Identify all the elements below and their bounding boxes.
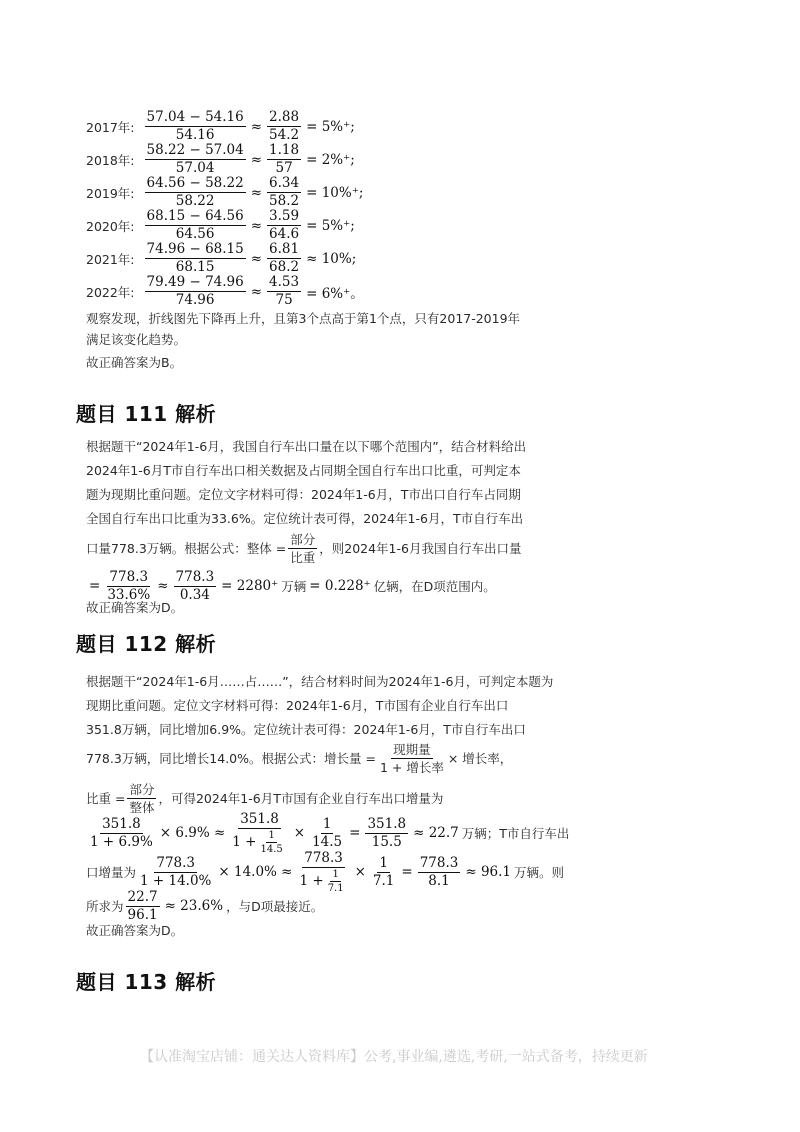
q111-line-1: 根据题干“2024年1-6月，我国自行车出口量在以下哪个范围内”，结合材料给出 [86, 439, 527, 454]
fraction-denominator: 64.56 [175, 226, 215, 242]
fraction-denominator: 57.04 [175, 160, 215, 176]
fraction-denominator: 64.6 [269, 226, 300, 242]
fraction-numerator: 1.18 [269, 142, 300, 158]
year-label: 2020年: [86, 218, 135, 234]
fraction-denominator: 1 + 6.9% [90, 833, 153, 850]
result-1: = 2280⁺ [221, 578, 279, 594]
lead-text: 所求为 [86, 899, 124, 914]
fraction-denominator: 14.5 [260, 843, 283, 855]
q111-line-2: 2024年1-6月T市自行车出口相关数据及占同期全国自行车出口比重，可判定本 [86, 463, 521, 478]
fraction-denominator: 57 [275, 160, 293, 176]
fraction-denominator: 58.22 [175, 193, 215, 209]
operator: × [293, 825, 306, 841]
fraction-denominator: 33.6% [107, 586, 151, 603]
fraction-numerator: 778.3 [419, 854, 459, 871]
approx-sign: ≈ [250, 118, 263, 135]
result-2: = 0.228⁺ [309, 578, 371, 594]
equals-sign: = [89, 578, 101, 594]
fraction-denominator: 68.15 [175, 259, 215, 275]
fraction-numerator: 351.8 [240, 810, 279, 827]
observation-line-2: 满足该变化趋势。 [86, 332, 187, 347]
fraction-numerator: 4.53 [269, 274, 300, 290]
fraction-2 [174, 570, 217, 603]
approx-sign: ≈ [250, 250, 263, 267]
fraction [371, 856, 396, 889]
fraction-denominator: 15.5 [371, 833, 402, 850]
approx-sign: ≈ [250, 151, 263, 168]
growth-formula-fraction [378, 742, 446, 775]
q112-title: 题目 112 解析 [76, 632, 217, 656]
fraction [267, 110, 301, 143]
q111-answer: 故正确答案为D。 [86, 600, 184, 615]
fraction [145, 242, 246, 275]
fraction-numerator: 58.22 − 57.04 [146, 142, 244, 158]
q112-line-4 [86, 738, 512, 778]
fraction [230, 812, 288, 855]
fraction-numerator: 68.15 − 64.56 [146, 208, 244, 224]
year-label: 2021年: [86, 251, 135, 267]
fraction-numerator: 778.3 [175, 568, 215, 585]
approx-sign: ≈ [250, 184, 263, 201]
q113-title: 题目 113 解析 [76, 970, 217, 994]
unit-1: 万辆 [281, 579, 307, 594]
approx-sign: ≈ [157, 578, 169, 594]
fraction [310, 817, 344, 850]
fraction-numerator: 6.34 [269, 175, 300, 191]
growth-calc-row [86, 242, 546, 275]
operator: × [354, 864, 366, 880]
q111-line-5-text: 口量778.3万辆。根据公式：整体 = [86, 541, 287, 556]
small-fraction [326, 869, 346, 894]
unit-2: 亿辆，在D项范围内。 [373, 579, 496, 594]
result: = 6%⁺。 [306, 285, 364, 302]
fraction-denominator: 7.1 [372, 872, 395, 889]
result: = 2%⁺; [306, 151, 355, 168]
denominator-prefix: 1 + [232, 833, 257, 850]
fraction-numerator: 79.49 − 74.96 [146, 274, 244, 290]
fraction [138, 856, 213, 889]
unit-text: 万辆。则 [514, 865, 565, 880]
fraction [267, 176, 301, 209]
fraction-denominator: 74.96 [175, 292, 215, 308]
fraction-denominator: 68.2 [269, 259, 300, 275]
q111-line-5-tail: ，则2024年1-6月我国自行车出口量 [319, 541, 522, 556]
fraction-numerator: 2.88 [269, 109, 300, 125]
q112-line-1: 根据题干“2024年1-6月……占……”，结合材料时间为2024年1-6月，可判定本题为 [86, 674, 554, 689]
fraction [145, 209, 246, 242]
fraction-numerator: 1 [332, 868, 339, 880]
tail-text: ，与D项最接近。 [226, 899, 324, 914]
q112-line-4-text: 778.3万辆，同比增长14.0%。根据公式：增长量 = [86, 751, 376, 766]
operator: = [349, 825, 361, 841]
fraction-denominator: 54.2 [269, 127, 300, 143]
approx-sign: ≈ [250, 283, 263, 300]
growth-calc-row [86, 275, 546, 308]
operator: × 14.0% ≈ [218, 864, 293, 880]
fraction-numerator: 22.7 [127, 888, 158, 905]
fraction [365, 817, 408, 850]
fraction-numerator: 3.59 [269, 208, 300, 224]
fraction-denominator: 8.1 [428, 872, 450, 889]
fraction [145, 176, 246, 209]
fraction-numerator: 351.8 [102, 815, 141, 832]
fraction [145, 110, 246, 143]
year-label: 2022年: [86, 284, 135, 300]
q112-equation-1 [86, 811, 569, 855]
fraction-numerator: 部分 [290, 531, 316, 547]
q112-line-3: 351.8万辆，同比增加6.9%。定位统计表可得：2024年1-6月，T市自行车出口 [86, 722, 526, 737]
result: = 10%⁺; [306, 184, 364, 201]
result: ≈ 23.6% [164, 898, 224, 914]
fraction-numerator: 1 [379, 854, 388, 871]
fraction-numerator: 57.04 − 54.16 [146, 109, 244, 125]
fraction-numerator: 64.56 − 58.22 [146, 175, 244, 191]
fraction [267, 143, 301, 176]
fraction [267, 242, 301, 275]
fraction-numerator: 6.81 [269, 241, 300, 257]
ratio-formula-fraction [127, 782, 156, 815]
fraction-numerator: 74.96 − 68.15 [146, 241, 244, 257]
result: ≈ 22.7 [413, 825, 459, 841]
observation-line-1: 观察发现，折线图先下降再上升，且第3个点高于第1个点，只有2017-2019年 [86, 311, 521, 326]
result: = 5%⁺; [306, 118, 355, 135]
fraction-denominator: 1 + 增长率 [379, 759, 444, 775]
q112-line-5-text: 比重 = [86, 791, 126, 806]
year-label: 2017年: [86, 119, 135, 135]
whole-formula-fraction [288, 532, 317, 565]
q111-line-5 [86, 528, 521, 568]
growth-calc-row [86, 209, 546, 242]
fraction-1 [105, 570, 152, 603]
growth-calc-list [86, 110, 546, 308]
year-label: 2018年: [86, 152, 135, 168]
fraction-denominator: 58.2 [269, 193, 300, 209]
q111-title: 题目 111 解析 [76, 402, 217, 426]
fraction-denominator: 14.5 [312, 833, 343, 850]
q112-line-5-tail: ，可得2024年1-6月T市国有企业自行车出口增量为 [158, 791, 444, 806]
fraction [88, 817, 155, 850]
fraction-numerator: 现期量 [393, 741, 431, 757]
fraction [145, 275, 246, 308]
q112-line-2: 现期比重问题。定位文字材料可得：2024年1-6月，T市国有企业自行车出口 [86, 698, 509, 713]
denominator-prefix: 1 + [299, 872, 324, 889]
fraction-denominator: 0.34 [179, 586, 210, 603]
fraction-denominator: 7.1 [327, 882, 344, 894]
result: ≈ 10%; [306, 250, 357, 267]
fraction-numerator: 1 [268, 829, 275, 841]
fraction [267, 275, 301, 308]
fraction-numerator: 1 [322, 815, 332, 832]
q112-equation-3 [86, 886, 323, 926]
growth-calc-row [86, 176, 546, 209]
answer-b: 故正确答案为B。 [86, 355, 183, 370]
result: = 5%⁺; [306, 217, 355, 234]
fraction-numerator: 778.3 [109, 568, 149, 585]
operator: × 6.9% ≈ [159, 825, 226, 841]
unit-text: 万辆；T市自行车出 [461, 826, 570, 841]
result: ≈ 96.1 [465, 864, 512, 880]
fraction-numerator: 778.3 [304, 849, 343, 866]
fraction-numerator: 部分 [129, 781, 155, 797]
growth-calc-row [86, 143, 546, 176]
fraction [267, 209, 301, 242]
year-label: 2019年: [86, 185, 135, 201]
fraction [418, 856, 461, 889]
approx-sign: ≈ [250, 217, 263, 234]
fraction-denominator: 整体 [129, 799, 155, 815]
fraction-denominator: 54.16 [175, 127, 215, 143]
footer-watermark: 【认准淘宝店铺：通关达人资料库】公考,事业编,遴选,考研,一站式备考，持续更新 [140, 1049, 648, 1065]
fraction-denominator: 1 + 14.0% [140, 872, 212, 889]
fraction-denominator: 75 [275, 292, 293, 308]
q111-line-3: 题为现期比重问题。定位文字材料可得：2024年1-6月，T市出口自行车占同期 [86, 487, 521, 502]
fraction-denominator: 96.1 [127, 906, 158, 923]
fraction [126, 890, 160, 923]
q112-answer: 故正确答案为D。 [86, 923, 184, 938]
fraction-numerator: 351.8 [367, 815, 407, 832]
operator: = [401, 864, 413, 880]
q112-line-4-tail: × 增长率， [447, 751, 513, 766]
fraction [145, 143, 246, 176]
fraction-denominator: 比重 [290, 549, 316, 565]
growth-calc-row [86, 110, 546, 143]
q111-line-4: 全国自行车出口比重为33.6%。定位统计表可得，2024年1-6月，T市自行车出 [86, 511, 524, 526]
lead-text: 口增量为 [86, 865, 137, 880]
fraction-numerator: 778.3 [156, 854, 196, 871]
